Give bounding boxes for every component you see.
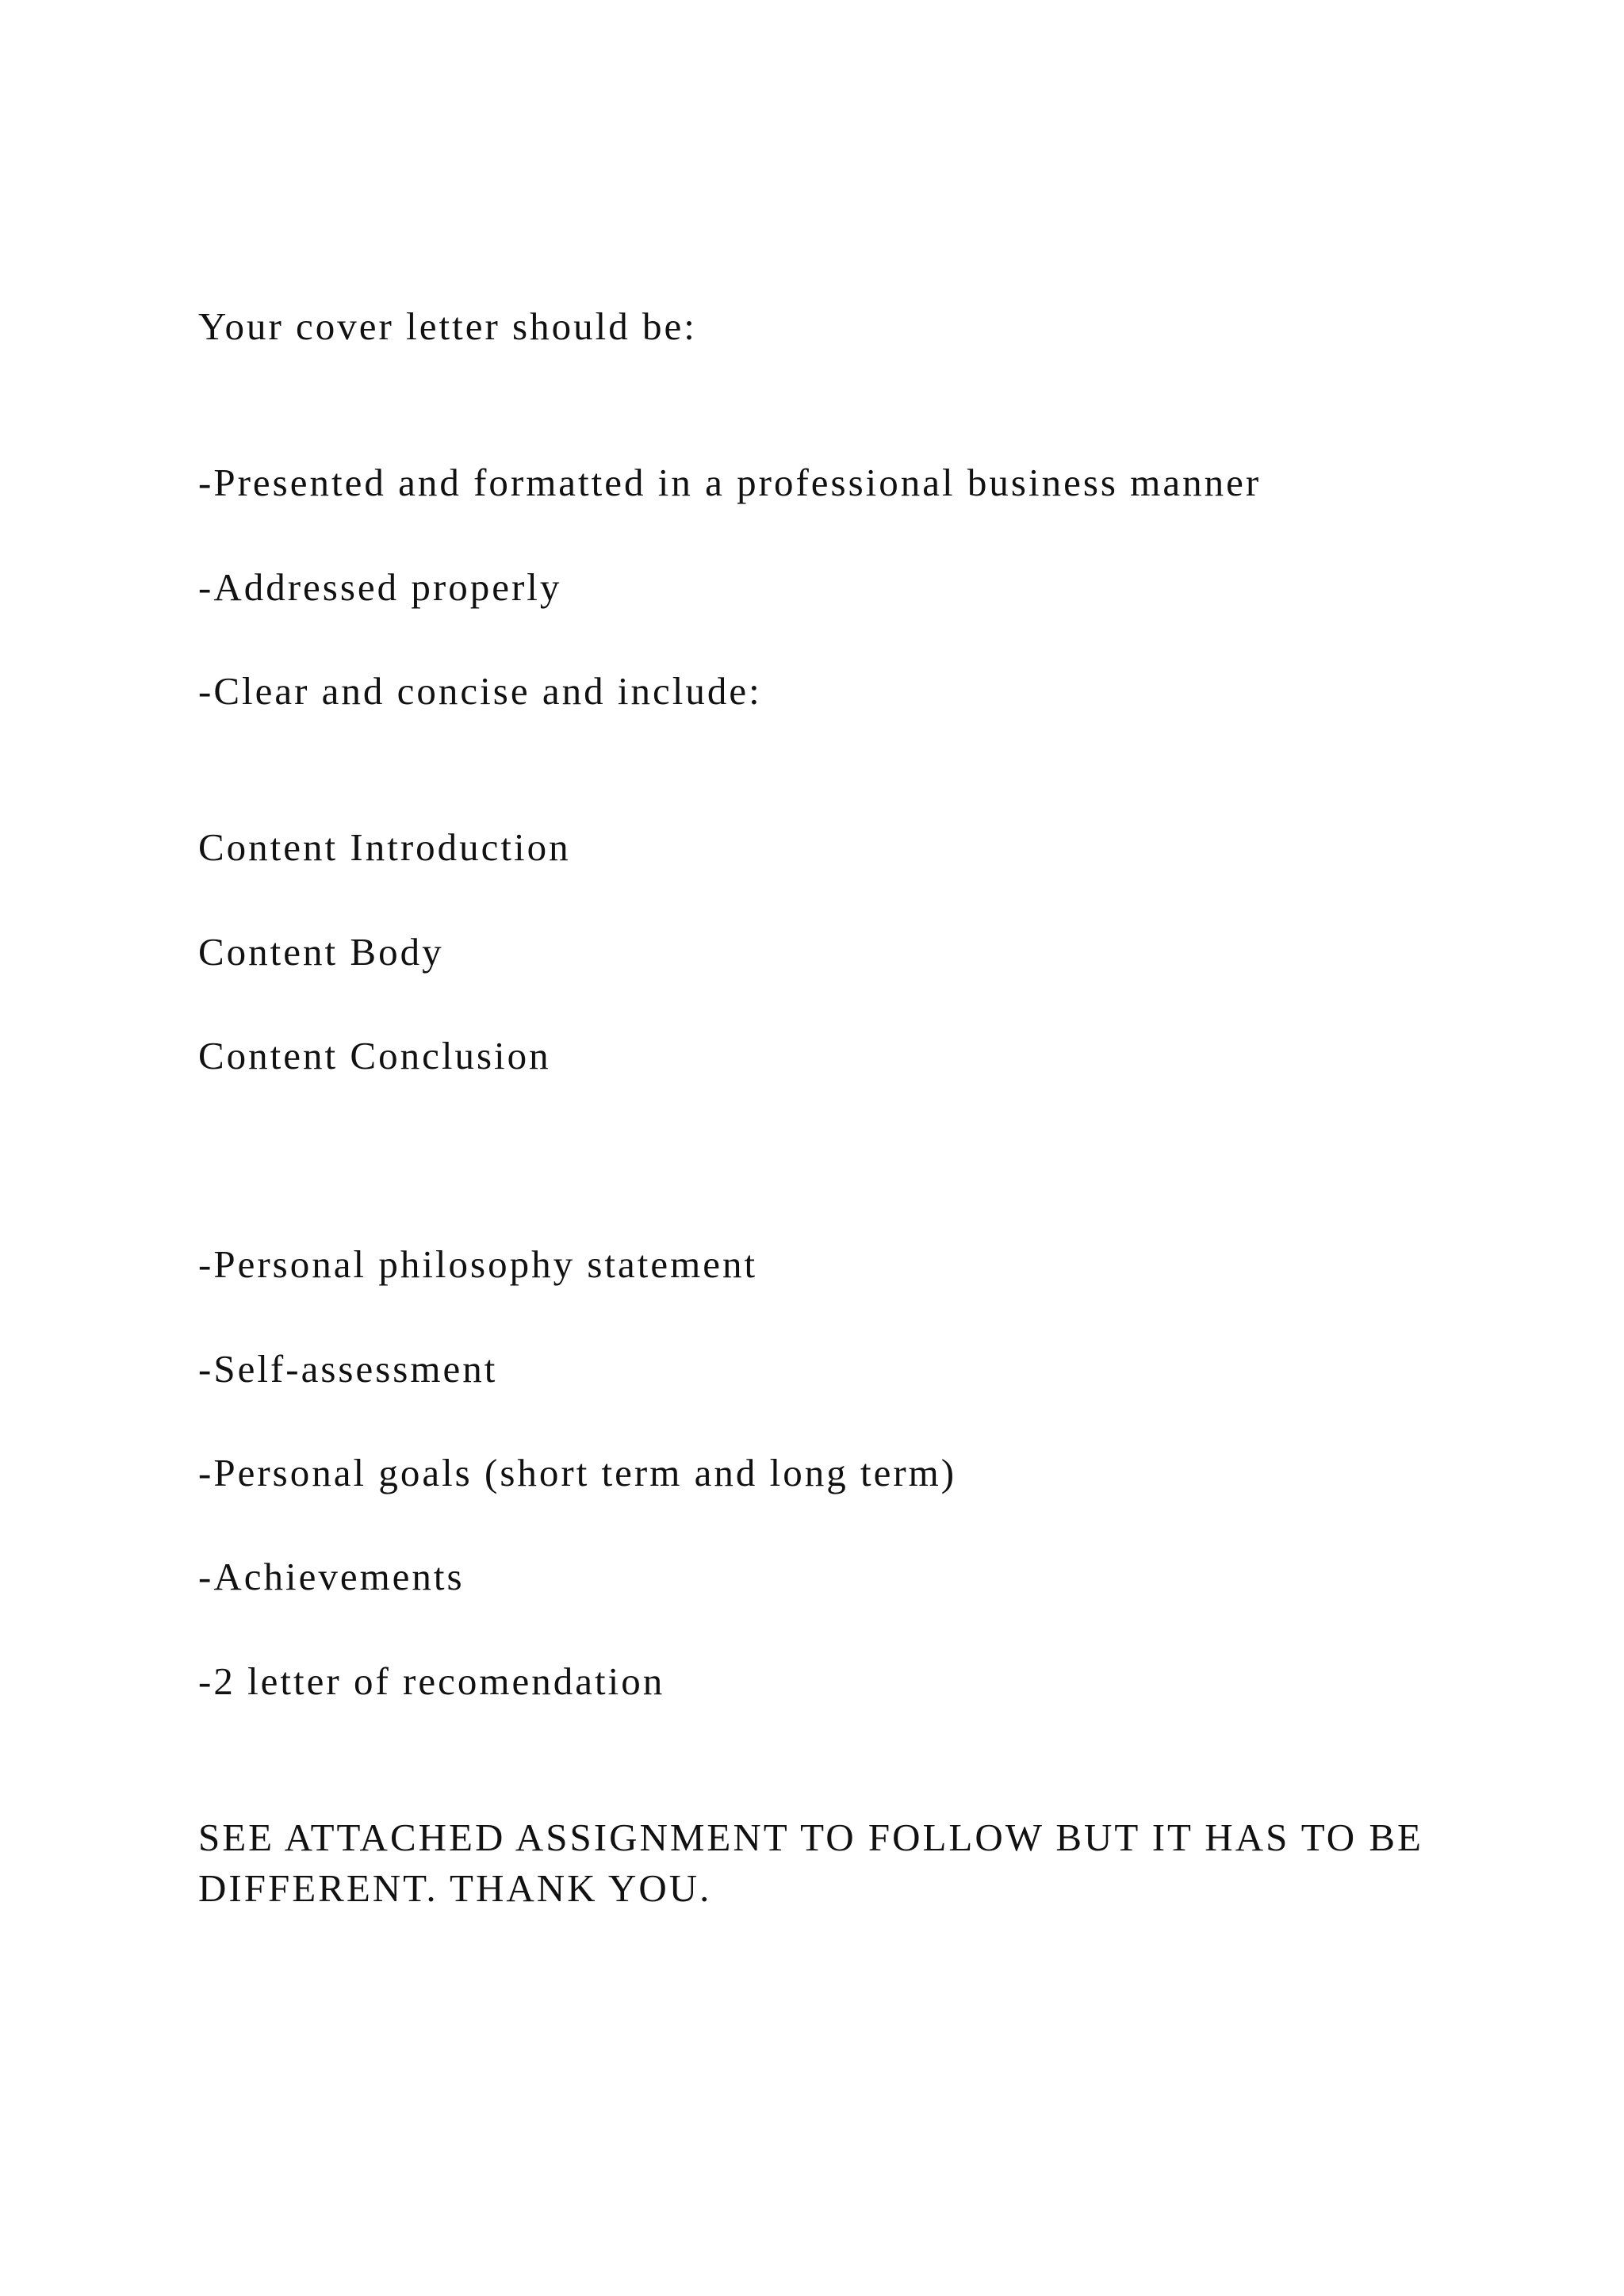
requirement-item: -Addressed properly <box>198 565 562 609</box>
requirement-item: -Presented and formatted in a professional business manner <box>198 461 1262 504</box>
section-item: -Personal philosophy statement <box>198 1242 758 1286</box>
content-part-item: Content Introduction <box>198 825 571 869</box>
content-part-item: Content Body <box>198 930 444 974</box>
section-item: -Achievements <box>198 1555 465 1598</box>
closing-note: SEE ATTACHED ASSIGNMENT TO FOLLOW BUT IT HAS TO BE DIFFERENT. THANK YOU. <box>198 1816 1423 1910</box>
section-item: -Self-assessment <box>198 1347 498 1391</box>
intro-text: Your cover letter should be: <box>198 304 697 348</box>
section-item: -2 letter of recomendation <box>198 1659 665 1703</box>
requirement-item: -Clear and concise and include: <box>198 669 762 713</box>
content-part-item: Content Conclusion <box>198 1034 551 1077</box>
section-item: -Personal goals (short term and long term) <box>198 1451 957 1494</box>
